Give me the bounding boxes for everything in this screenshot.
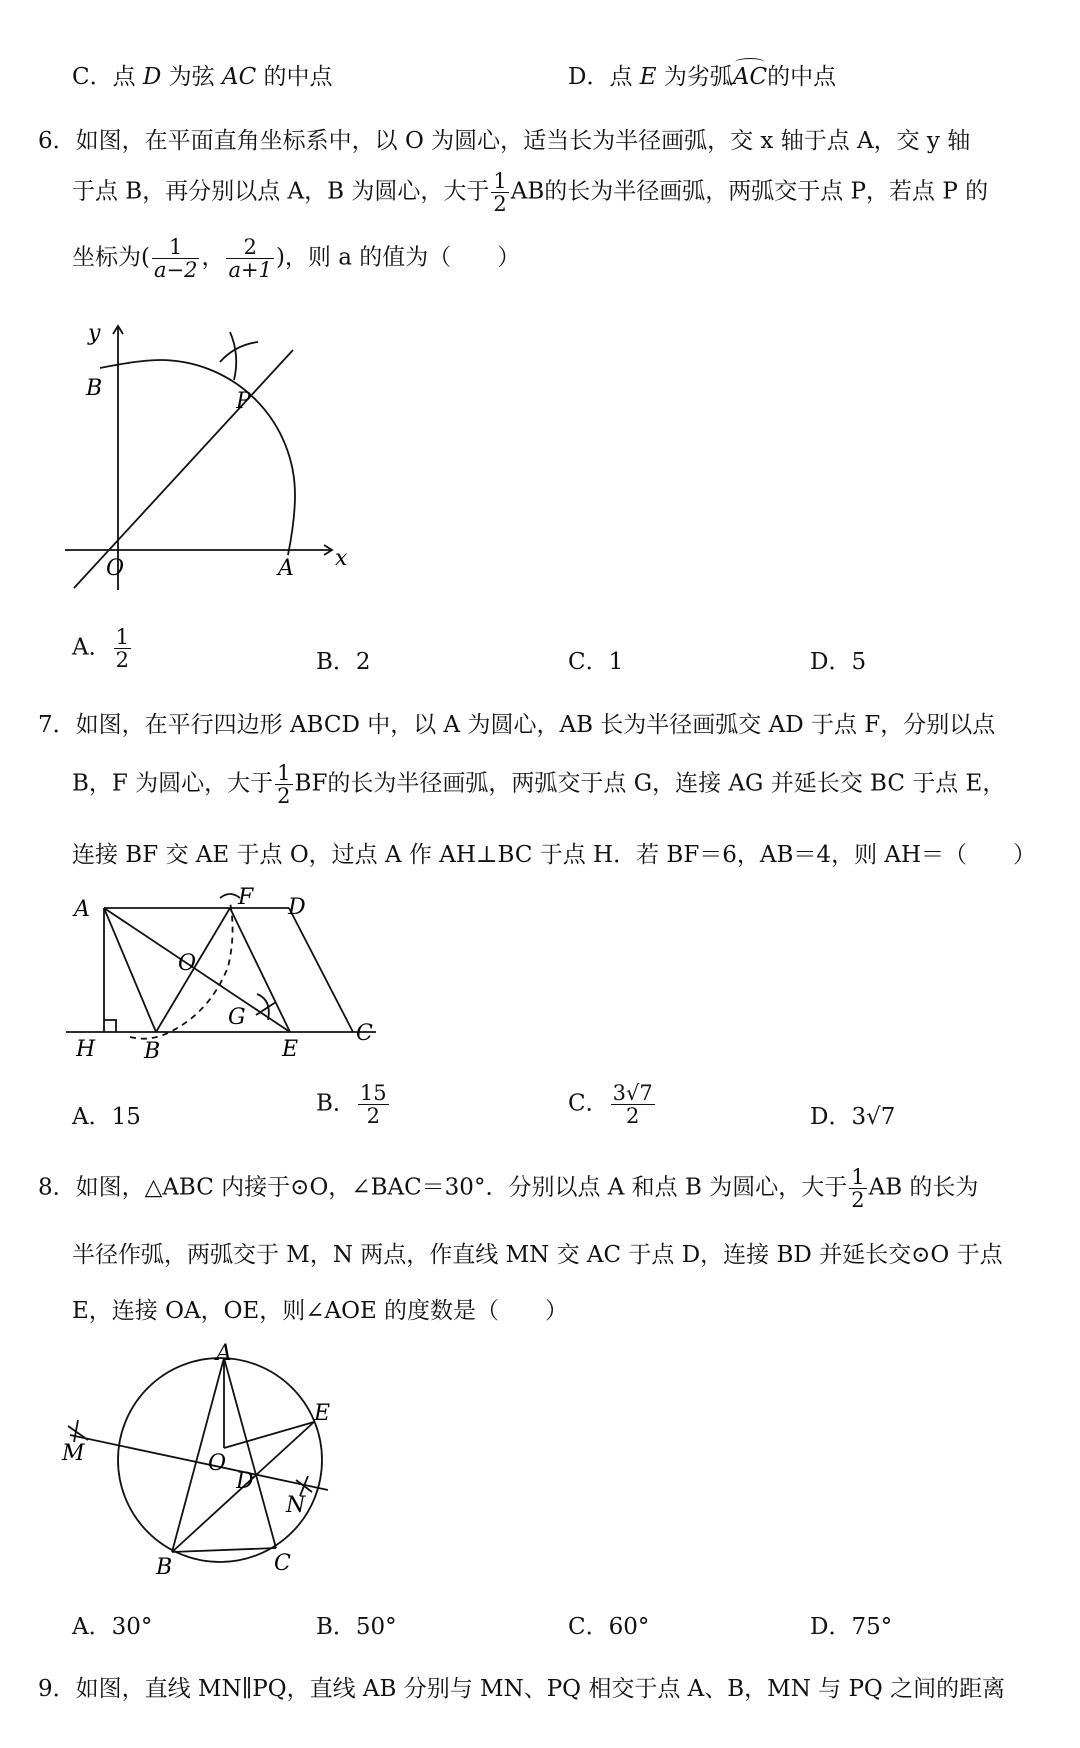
bisector-line bbox=[74, 350, 293, 588]
frac-num: 1 bbox=[152, 236, 199, 259]
frac-num: 15 bbox=[359, 1081, 387, 1105]
q6-line-1: 6．如图，在平面直角坐标系中，以 O 为圆心，适当长为半径画弧，交 x 轴于点 A，交 y 轴 bbox=[38, 128, 971, 154]
q8-option-a[interactable]: A．30° bbox=[72, 1614, 153, 1640]
label-a: A bbox=[278, 556, 294, 581]
q5-opt-d-mid: 为劣弧 bbox=[656, 64, 733, 90]
q7-line-2-post: BF的长为半径画弧，两弧交于点 G，连接 AG 并延长交 BC 于点 E， bbox=[294, 770, 1006, 797]
q6-option-b[interactable]: B．2 bbox=[316, 649, 371, 675]
arc-ab bbox=[100, 360, 295, 555]
frac-num: 1 bbox=[277, 761, 291, 785]
q7-option-b[interactable] bbox=[316, 1082, 391, 1127]
label-a: A bbox=[74, 897, 90, 922]
q6-line-2-post: AB的长为半径画弧，两弧交于点 P，若点 P 的 bbox=[510, 178, 989, 205]
q7-option-d[interactable]: D．3√7 bbox=[810, 1104, 896, 1130]
q7-option-a[interactable]: A．15 bbox=[72, 1104, 141, 1130]
label-x: x bbox=[335, 546, 348, 571]
q6-line-3-pre: 坐标为( bbox=[72, 244, 150, 271]
q5-opt-c-var: D bbox=[142, 64, 162, 90]
label-e: E bbox=[282, 1037, 299, 1062]
frac-num: 2 bbox=[226, 236, 273, 259]
q5-opt-c-var2: AC bbox=[222, 64, 257, 90]
q6-option-c[interactable]: C．1 bbox=[568, 649, 624, 675]
q6-option-a[interactable] bbox=[72, 626, 133, 671]
q8-option-c[interactable]: C．60° bbox=[568, 1614, 650, 1640]
q7-opt-b-frac bbox=[358, 1082, 389, 1127]
frac-den: 2 bbox=[625, 1104, 640, 1129]
q6-line-2 bbox=[72, 170, 988, 215]
q5-opt-c-text: C．点 bbox=[72, 64, 143, 90]
label-c: C bbox=[274, 1551, 291, 1576]
q7-figure bbox=[60, 872, 390, 1072]
side-bc bbox=[172, 1548, 276, 1552]
q6-line-3 bbox=[72, 236, 520, 281]
frac-den: 2 bbox=[115, 648, 129, 673]
q8-line-1 bbox=[38, 1166, 978, 1211]
q7-line-1: 7．如图，在平行四边形 ABCD 中，以 A 为圆心，AB 长为半径画弧交 AD 于点 F，分别以点 bbox=[38, 712, 996, 738]
label-d: D bbox=[236, 1469, 254, 1494]
q5-opt-c-post: 的中点 bbox=[256, 64, 333, 90]
q8-line-3: E，连接 OA，OE，则∠AOE 的度数是（ ） bbox=[72, 1298, 569, 1324]
frac-den: 2 bbox=[277, 784, 291, 809]
frac-den: 2 bbox=[851, 1188, 865, 1213]
line-ae bbox=[104, 908, 290, 1032]
q5-opt-d-arc bbox=[733, 64, 767, 90]
q5-opt-c-mid: 为弦 bbox=[161, 64, 222, 90]
frac-num: 1 bbox=[851, 1165, 865, 1189]
label-o: O bbox=[208, 1451, 227, 1476]
label-m: M bbox=[62, 1441, 85, 1466]
label-p: P bbox=[236, 389, 251, 414]
q8-option-b[interactable]: B．50° bbox=[316, 1614, 397, 1640]
q5-opt-d-arc-text: AC bbox=[732, 64, 768, 90]
label-h: H bbox=[76, 1037, 96, 1062]
arc-mark-f bbox=[220, 894, 240, 898]
q8-option-d[interactable]: D．75° bbox=[810, 1614, 893, 1640]
q6-figure bbox=[60, 320, 350, 600]
q6-line-3-post: )，则 a 的值为（ ） bbox=[275, 244, 521, 271]
right-angle-icon bbox=[104, 1020, 116, 1032]
label-g: G bbox=[228, 1005, 246, 1030]
arc-g2 bbox=[256, 1002, 276, 1015]
label-f: F bbox=[238, 885, 254, 910]
q8-line-1-post: AB 的长为 bbox=[868, 1174, 979, 1201]
opt-label: C． bbox=[568, 1090, 609, 1117]
side-dc bbox=[289, 908, 353, 1032]
q8-half-fraction bbox=[849, 1166, 866, 1211]
q6-opt-a-frac bbox=[114, 626, 131, 671]
label-n: N bbox=[286, 1493, 306, 1518]
line-mn bbox=[70, 1435, 328, 1490]
frac-den: 2 bbox=[493, 192, 507, 217]
frac-den: a−2 bbox=[153, 258, 198, 283]
frac-num: 1 bbox=[493, 169, 507, 193]
q6-frac-1 bbox=[152, 236, 199, 281]
label-c: C bbox=[356, 1021, 373, 1046]
label-b: B bbox=[156, 1555, 173, 1580]
q8-line-1-pre: 8．如图，△ABC 内接于⊙O，∠BAC＝30°．分别以点 A 和点 B 为圆心，大于 bbox=[38, 1174, 848, 1201]
q5-opt-d-post: 的中点 bbox=[767, 64, 837, 90]
q5-option-c[interactable] bbox=[72, 58, 333, 91]
q6-half-fraction bbox=[491, 170, 508, 215]
q5-opt-d-text: D．点 bbox=[568, 64, 640, 90]
label-o: O bbox=[178, 951, 197, 976]
arc-p2 bbox=[230, 332, 236, 380]
q7-line-2-pre: B，F 为圆心，大于 bbox=[72, 770, 274, 797]
arc-mark-icon bbox=[735, 58, 765, 67]
side-ac bbox=[224, 1358, 276, 1548]
q7-half-fraction bbox=[275, 762, 292, 807]
label-e: E bbox=[314, 1401, 331, 1426]
q7-opt-c-frac bbox=[611, 1082, 655, 1127]
label-b: B bbox=[86, 376, 103, 401]
q8-line-2: 半径作弧，两弧交于 M，N 两点，作直线 MN 交 AC 于点 D，连接 BD 并延长交⊙O 于点 bbox=[72, 1242, 1003, 1268]
q6-line-2-pre: 于点 B，再分别以点 A，B 为圆心，大于 bbox=[72, 178, 490, 205]
label-o: O bbox=[106, 556, 125, 581]
label-b: B bbox=[144, 1039, 161, 1064]
frac-num: 3√7 bbox=[612, 1081, 653, 1105]
q6-sep: ， bbox=[201, 244, 225, 271]
label-d: D bbox=[288, 895, 306, 920]
arc-p1 bbox=[220, 342, 258, 362]
q7-line-3: 连接 BF 交 AE 于点 O，过点 A 作 AH⊥BC 于点 H．若 BF＝6，AB＝4，则 AH＝（ ） bbox=[72, 842, 1037, 868]
q8-figure bbox=[60, 1340, 360, 1580]
opt-label: B． bbox=[316, 1090, 356, 1117]
side-ab bbox=[104, 908, 156, 1032]
q9-line-1: 9．如图，直线 MN∥PQ，直线 AB 分别与 MN、PQ 相交于点 A、B，MN 与 PQ 之间的距离 bbox=[38, 1676, 1006, 1702]
q6-frac-2 bbox=[226, 236, 273, 281]
frac-den: 2 bbox=[366, 1104, 380, 1129]
frac-den: a+1 bbox=[228, 258, 272, 283]
q6-option-d[interactable]: D．5 bbox=[810, 649, 867, 675]
label-y: y bbox=[88, 321, 101, 346]
q5-opt-d-var: E bbox=[639, 64, 657, 90]
frac-num: 1 bbox=[115, 625, 129, 649]
opt-label: A． bbox=[72, 634, 112, 661]
cross-m1 bbox=[68, 1426, 88, 1440]
q7-option-c[interactable] bbox=[568, 1082, 657, 1127]
label-a: A bbox=[216, 1341, 232, 1366]
q5-option-d[interactable] bbox=[568, 58, 836, 91]
q7-line-2 bbox=[72, 762, 1005, 807]
